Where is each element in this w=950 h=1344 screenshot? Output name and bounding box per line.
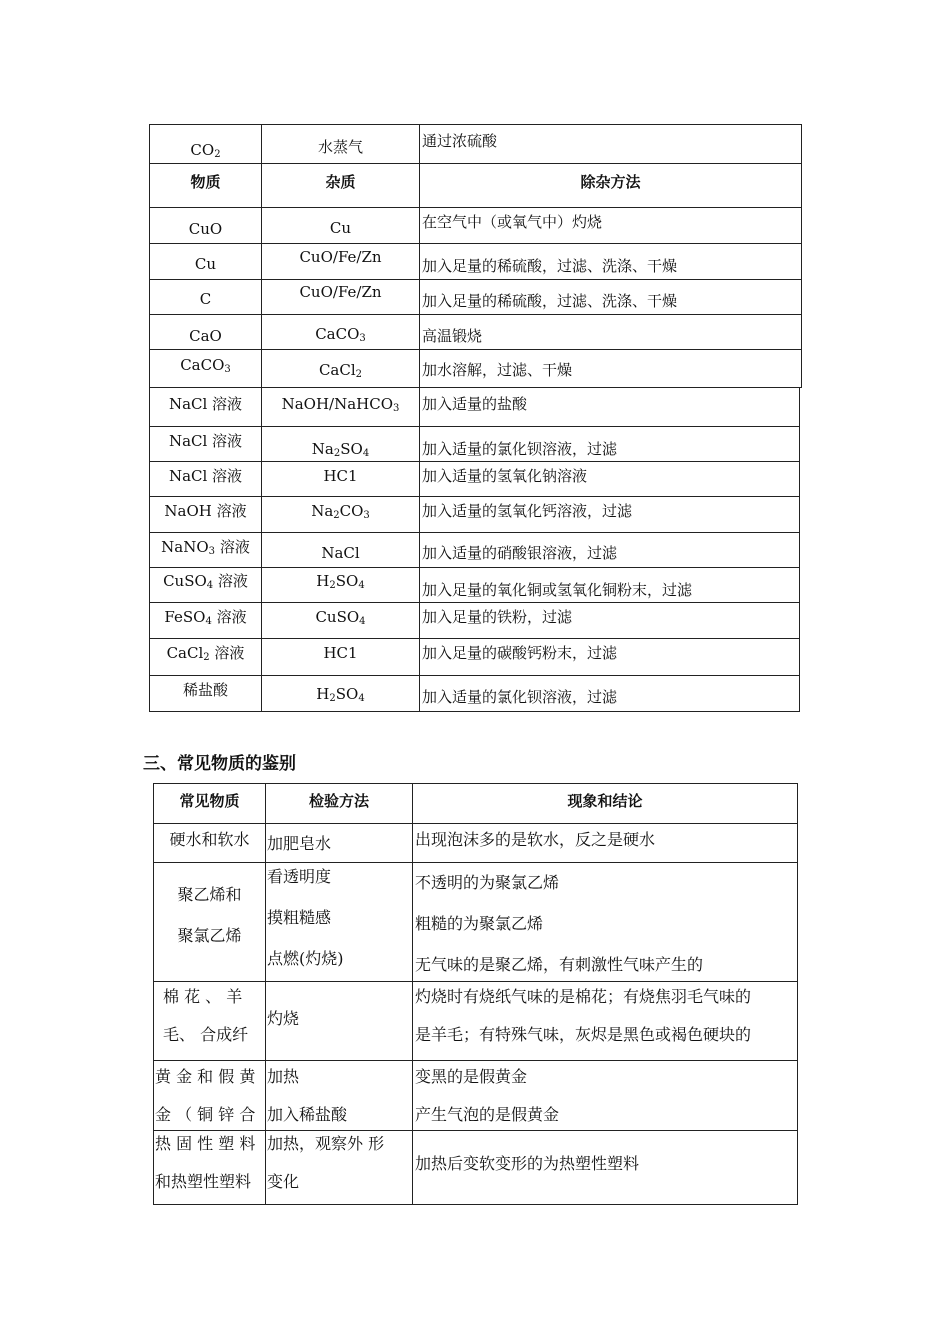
table-row-method: 加入适量的氯化钡溶液，过滤 xyxy=(422,688,618,706)
table1-header-method: 除杂方法 xyxy=(580,173,641,191)
table2-row-result: 是羊毛；有特殊气味，灰烬是黑色或褐色硬块的 xyxy=(415,1025,752,1044)
table2-row-method: 看透明度 xyxy=(267,867,332,886)
section-title: 三、常见物质的鉴别 xyxy=(143,754,296,774)
table-row-substance: 稀盐酸 xyxy=(182,681,228,699)
table-row-substance: NaCl 溶液 xyxy=(168,432,243,450)
table2-row-method: 变化 xyxy=(267,1172,300,1191)
table-row-substance: CaCl$_2$ 溶液 xyxy=(166,644,245,663)
table2-row-method: 加肥皂水 xyxy=(267,834,332,853)
table-row-impurity: HC1 xyxy=(323,467,358,485)
table-row-method: 在空气中（或氧气中）灼烧 xyxy=(422,213,603,231)
table-row-method: 加入适量的氢氧化钠溶液 xyxy=(422,467,588,485)
table-row-method: 加入适量的硝酸银溶液，过滤 xyxy=(422,544,618,562)
table-row-method: 加入足量的稀硫酸，过滤、洗涤、干燥 xyxy=(422,257,678,275)
table2-row-method: 点燃(灼烧) xyxy=(267,949,344,968)
table2-row-substance: 聚乙烯和 xyxy=(177,885,242,904)
table2-row-result: 出现泡沫多的是软水，反之是硬水 xyxy=(415,830,656,849)
table-row-substance: C xyxy=(199,290,212,308)
table-row-substance: CaO xyxy=(189,327,222,345)
table-row-substance: CuSO$_4$ 溶液 xyxy=(163,572,248,591)
table1-top-method: 通过浓硫酸 xyxy=(422,132,498,150)
table-row-impurity: Cu xyxy=(329,219,352,237)
table-row-impurity: $H_2SO_4$ xyxy=(316,685,365,704)
table2-row-result: 无气味的是聚乙烯，有刺激性气味产生的 xyxy=(415,955,704,974)
table2-row-substance: 棉 花 、 羊 xyxy=(163,987,243,1006)
table-row-impurity: CuO/Fe/Zn xyxy=(299,248,382,266)
table-row-impurity: $H_2SO_4$ xyxy=(316,572,365,591)
table2-row-substance: 聚氯乙烯 xyxy=(177,926,242,945)
table2-row-substance: 和热塑性塑料 xyxy=(155,1172,252,1191)
table2-row-result: 不透明的为聚氯乙烯 xyxy=(415,873,560,892)
table-row-method: 加入足量的氧化铜或氢氧化铜粉末，过滤 xyxy=(422,581,693,599)
table-row-substance: NaOH 溶液 xyxy=(164,502,247,520)
table-row-substance: NaNO$_3$ 溶液 xyxy=(161,538,250,557)
table-row-method: 加入适量的盐酸 xyxy=(422,395,528,413)
table1-header-substance: 物质 xyxy=(190,173,221,191)
table-row-impurity: CuSO$_4$ xyxy=(315,608,366,627)
table-row-substance: FeSO$_4$ 溶液 xyxy=(164,608,247,627)
table-row-impurity: NaOH/NaHCO$_3$ xyxy=(281,395,400,414)
table2-row-result: 粗糙的为聚氯乙烯 xyxy=(415,914,544,933)
table2-row-substance: 硬水和软水 xyxy=(169,830,250,849)
table2-row-result: 灼烧时有烧纸气味的是棉花；有烧焦羽毛气味的 xyxy=(415,987,752,1006)
table2-row-method: 摸粗糙感 xyxy=(267,908,332,927)
table2-row-result: 变黑的是假黄金 xyxy=(415,1067,528,1086)
table-row-substance: NaCl 溶液 xyxy=(168,395,243,413)
table-row-impurity: CuO/Fe/Zn xyxy=(299,283,382,301)
table2-row-substance: 黄 金 和 假 黄 xyxy=(155,1067,256,1086)
table-row-substance: Cu xyxy=(194,255,217,273)
table2-row-method: 加入稀盐酸 xyxy=(267,1105,348,1124)
table-row-impurity: NaCl xyxy=(321,544,360,562)
table-row-substance: CaCO$_3$ xyxy=(180,356,231,375)
table-row-method: 加入足量的碳酸钙粉末，过滤 xyxy=(422,644,618,662)
table-row-method: 加入适量的氯化钡溶液，过滤 xyxy=(422,440,618,458)
table-row-method: 加入适量的氢氧化钙溶液，过滤 xyxy=(422,502,633,520)
table2-row-result: 产生气泡的是假黄金 xyxy=(415,1105,560,1124)
table-row-substance: CuO xyxy=(188,220,223,238)
table-row-method: 加水溶解，过滤、干燥 xyxy=(422,361,573,379)
table2-header-result: 现象和结论 xyxy=(567,792,643,810)
table-row-substance: NaCl 溶液 xyxy=(168,467,243,485)
table-row-impurity: CaCl$_2$ xyxy=(318,361,363,380)
table-row-method: 加入足量的稀硫酸，过滤、洗涤、干燥 xyxy=(422,292,678,310)
table2-row-method: 加热 xyxy=(267,1067,300,1086)
table-row-impurity: $Na_2SO_4$ xyxy=(311,440,370,459)
table2-row-substance: 金 （ 铜 锌 合 xyxy=(155,1105,256,1124)
table2-row-result: 加热后变软变形的为热塑性塑料 xyxy=(415,1154,640,1173)
table2-header-method: 检验方法 xyxy=(308,792,369,810)
table-row-impurity: CaCO$_3$ xyxy=(315,325,366,344)
table1-header-impurity: 杂质 xyxy=(325,173,356,191)
table2-header-substance: 常见物质 xyxy=(179,792,240,810)
table-row-method: 加入足量的铁粉，过滤 xyxy=(422,608,573,626)
table-row-impurity: HC1 xyxy=(323,644,358,662)
table2-row-method: 加热，观察外 形 xyxy=(267,1134,385,1153)
table1-top-impurity: 水蒸气 xyxy=(317,138,363,156)
table-row-impurity: $Na_2CO_3$ xyxy=(311,502,370,521)
table1-top-substance: $CO_2$ xyxy=(190,141,221,160)
table2-row-substance: 毛、 合成纤 xyxy=(163,1025,249,1044)
table-row-method: 高温锻烧 xyxy=(422,327,483,345)
table2-row-method: 灼烧 xyxy=(267,1009,300,1028)
table2-row-substance: 热 固 性 塑 料 xyxy=(155,1134,256,1153)
